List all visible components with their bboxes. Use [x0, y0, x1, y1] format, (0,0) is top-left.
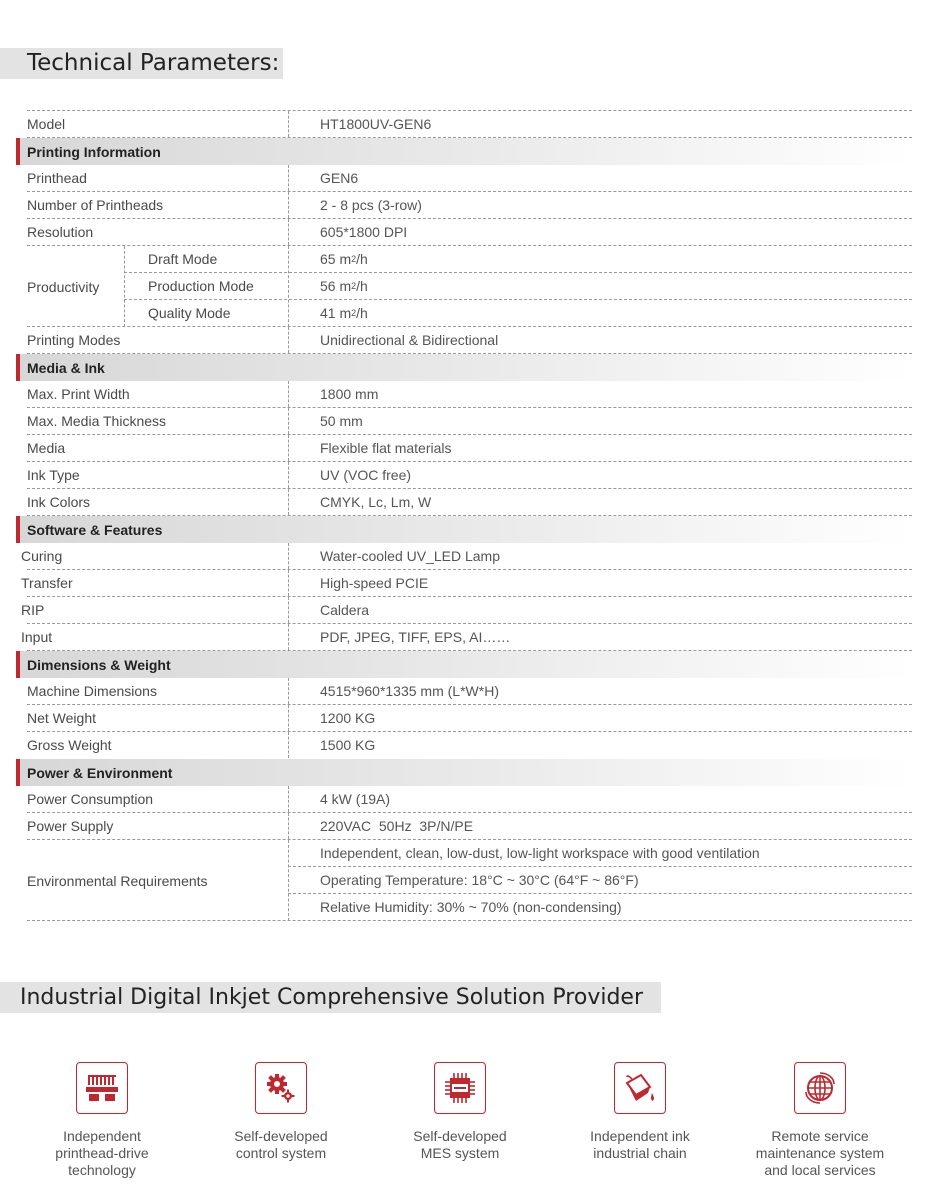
spec-value: Unidirectional & Bidirectional [320, 332, 499, 348]
spec-row-model [27, 111, 912, 138]
productivity-value-quality: 41 m 2 /h [320, 305, 368, 321]
spec-value: 1800 mm [320, 386, 379, 402]
feature-printhead [17, 1062, 187, 1179]
spec-value: 1500 KG [320, 737, 376, 753]
spec-key: Power Supply [27, 818, 114, 834]
category-power-environment: Power & Environment [16, 759, 912, 786]
environment-value-workspace: Independent, clean, low-dust, low-light workspace with good ventilation [320, 845, 760, 861]
spec-table [21, 110, 912, 922]
spec-row-media [27, 435, 912, 462]
spec-value: Caldera [320, 602, 370, 618]
spec-key: Max. Media Thickness [27, 413, 167, 429]
spec-key: Machine Dimensions [27, 683, 157, 699]
feature-control-system [196, 1062, 366, 1162]
spec-row-media-thickness [27, 408, 912, 435]
spec-row-rip [21, 597, 912, 624]
spec-key: Curing [21, 548, 63, 564]
spec-key: Ink Colors [27, 494, 91, 510]
spec-value: HT1800UV-GEN6 [320, 116, 432, 132]
productivity-mode-quality: Quality Mode [148, 305, 231, 321]
spec-key: Number of Printheads [27, 197, 164, 213]
printhead-icon [76, 1062, 128, 1114]
spec-row-net-weight [27, 705, 912, 732]
productivity-mode-production: Production Mode [148, 278, 254, 294]
spec-row-ink-colors [27, 489, 912, 516]
spec-key: Resolution [27, 224, 94, 240]
feature-label: Remote service maintenance system and local services [755, 1128, 885, 1178]
productivity-mode-draft: Draft Mode [148, 251, 218, 267]
feature-label: Independent ink industrial chain [590, 1128, 690, 1161]
feature-label: Independent printhead-drive technology [55, 1128, 149, 1178]
spec-row-gross-weight [27, 732, 912, 758]
spec-value: Water-cooled UV_LED Lamp [320, 548, 501, 564]
spec-key: Media [27, 440, 66, 456]
globe-service-icon [794, 1062, 846, 1114]
gears-icon [255, 1062, 307, 1114]
category-dimensions-weight: Dimensions & Weight [16, 651, 912, 678]
spec-key: Net Weight [27, 710, 96, 726]
spec-row-power-supply [27, 813, 912, 840]
productivity-value-draft: 65 m 2 /h [320, 251, 368, 267]
spec-key: Printhead [27, 170, 87, 186]
mes-chip-icon [434, 1062, 486, 1114]
feature-mes-system [375, 1062, 545, 1162]
spec-row-curing [21, 543, 912, 570]
spec-value: 4 kW (19A) [320, 791, 391, 807]
environment-value-humidity: Relative Humidity: 30% ~ 70% (non-condensing) [320, 899, 622, 915]
productivity-label: Productivity [27, 278, 100, 295]
spec-row-printheads [27, 192, 912, 219]
spec-row-ink-type [27, 462, 912, 489]
feature-remote-service [735, 1062, 905, 1179]
spec-key: Gross Weight [27, 737, 112, 753]
technical-parameters-title: Technical Parameters: [0, 48, 283, 79]
solution-provider-title: Industrial Digital Inkjet Comprehensive Solution Provider [0, 982, 661, 1013]
productivity-value-production: 56 m 2 /h [320, 278, 368, 294]
spec-value: 50 mm [320, 413, 363, 429]
spec-key: Input [21, 629, 53, 645]
spec-row-printing-modes [27, 327, 912, 354]
spec-key: Transfer [21, 575, 73, 591]
spec-key: Max. Print Width [27, 386, 130, 402]
feature-label: Self-developed MES system [413, 1128, 507, 1161]
spec-row-transfer [21, 570, 912, 597]
spec-row-machine-dimensions [27, 678, 912, 705]
spec-value: 4515*960*1335 mm (L*W*H) [320, 683, 499, 699]
spec-row-input [21, 624, 912, 651]
spec-key: Model [27, 116, 66, 132]
spec-row-power-consumption [27, 786, 912, 813]
spec-row-print-width [27, 381, 912, 408]
spec-row-resolution [27, 219, 912, 246]
spec-value: High-speed PCIE [320, 575, 429, 591]
spec-value: PDF, JPEG, TIFF, EPS, AI…… [320, 629, 511, 645]
environmental-requirements-label: Environmental Requirements [27, 872, 208, 889]
ink-bucket-icon [614, 1062, 666, 1114]
spec-value: 1200 KG [320, 710, 376, 726]
feature-ink-chain [555, 1062, 725, 1162]
category-printing-information: Printing Information [16, 138, 912, 165]
environment-value-temperature: Operating Temperature: 18°C ~ 30°C (64°F ~ 86°F) [320, 872, 639, 888]
spec-value: CMYK, Lc, Lm, W [320, 494, 432, 510]
spec-key: Power Consumption [27, 791, 154, 807]
spec-row-printhead [27, 165, 912, 192]
spec-value: 605*1800 DPI [320, 224, 408, 240]
spec-value: UV (VOC free) [320, 467, 412, 483]
category-media-ink: Media & Ink [16, 354, 912, 381]
category-software-features: Software & Features [16, 516, 912, 543]
spec-key: RIP [21, 602, 45, 618]
feature-label: Self-developed control system [234, 1128, 328, 1161]
spec-value: GEN6 [320, 170, 359, 186]
spec-value: Flexible flat materials [320, 440, 452, 456]
spec-value: 220VAC 50Hz 3P/N/PE [320, 818, 474, 834]
spec-key: Printing Modes [27, 332, 121, 348]
spec-key: Ink Type [27, 467, 80, 483]
spec-value: 2 - 8 pcs (3-row) [320, 197, 422, 213]
